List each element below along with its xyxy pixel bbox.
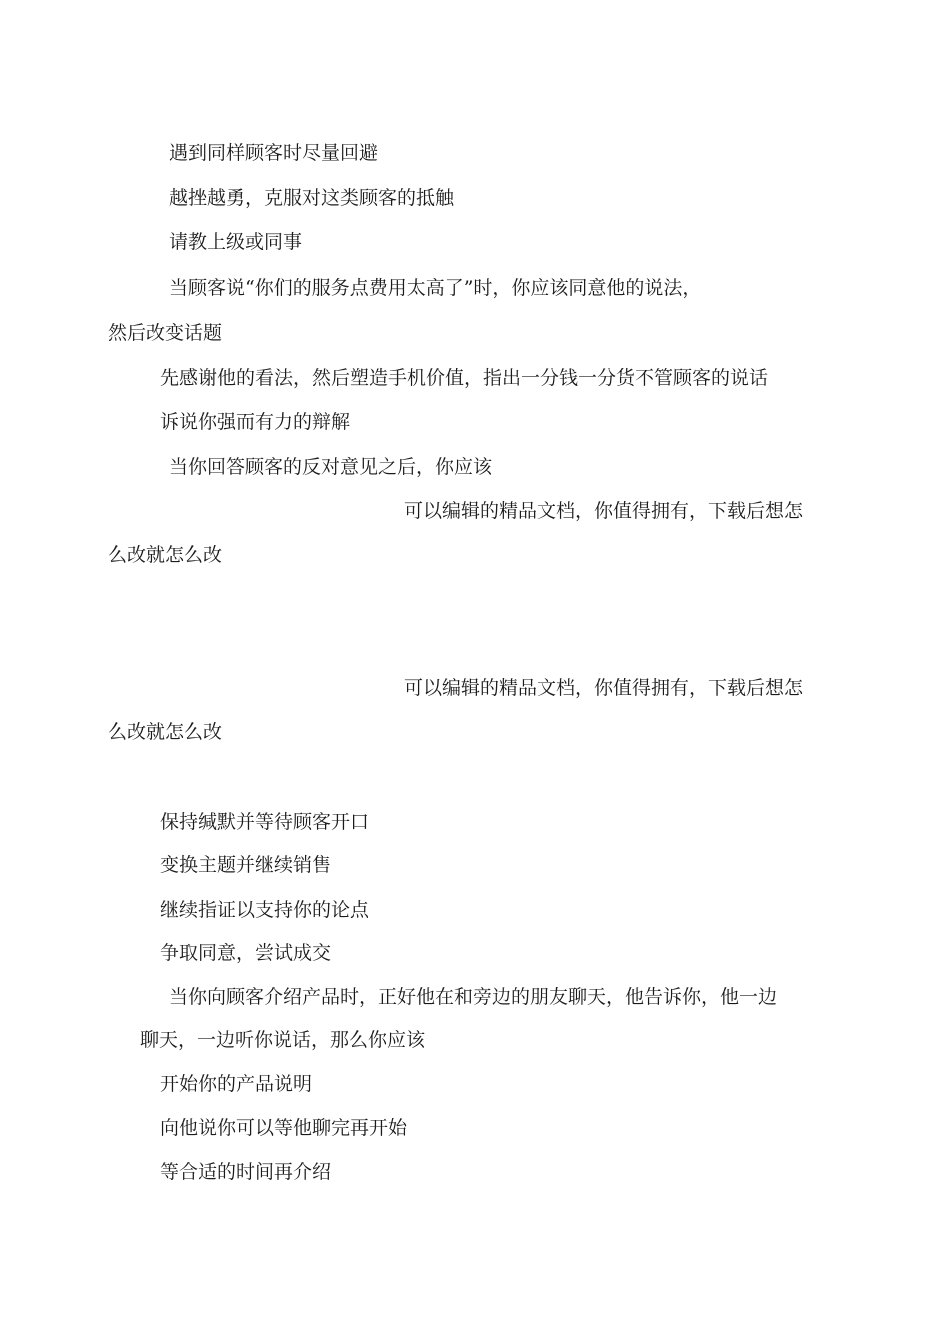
question-line: 当顾客说“你们的服务点费用太高了”时，你应该同意他的说法， [169,277,702,299]
option-line: 诉说你强而有力的辩解 [160,411,351,433]
option-line: 开始你的产品说明 [160,1073,313,1095]
watermark-note-continued: 么改就怎么改 [108,721,223,743]
question-line-continued: 聊天，一边听你说话，那么你应该 [140,1029,426,1051]
question-line: 当你回答顾客的反对意见之后，你应该 [169,456,493,478]
option-line: 先感谢他的看法，然后塑造手机价值，指出一分钱一分货不管顾客的说话 [160,367,769,389]
option-line: 请教上级或同事 [169,231,303,253]
option-line: 变换主题并继续销售 [160,854,332,876]
watermark-note: 可以编辑的精品文档，你值得拥有，下载后想怎 [404,677,804,699]
watermark-note-continued: 么改就怎么改 [108,544,223,566]
watermark-note: 可以编辑的精品文档，你值得拥有，下载后想怎 [404,500,804,522]
option-line: 向他说你可以等他聊完再开始 [160,1117,408,1139]
option-line: 继续指证以支持你的论点 [160,899,370,921]
option-line: 越挫越勇，克服对这类顾客的抵触 [169,187,455,209]
question-line: 当你向顾客介绍产品时，正好他在和旁边的朋友聊天，他告诉你，他一边 [169,986,778,1008]
option-line: 遇到同样顾客时尽量回避 [169,142,379,164]
option-line: 保持缄默并等待顾客开口 [160,811,370,833]
option-line: 争取同意，尝试成交 [160,942,332,964]
option-line: 等合适的时间再介绍 [160,1161,332,1183]
question-line-continued: 然后改变话题 [108,322,223,344]
